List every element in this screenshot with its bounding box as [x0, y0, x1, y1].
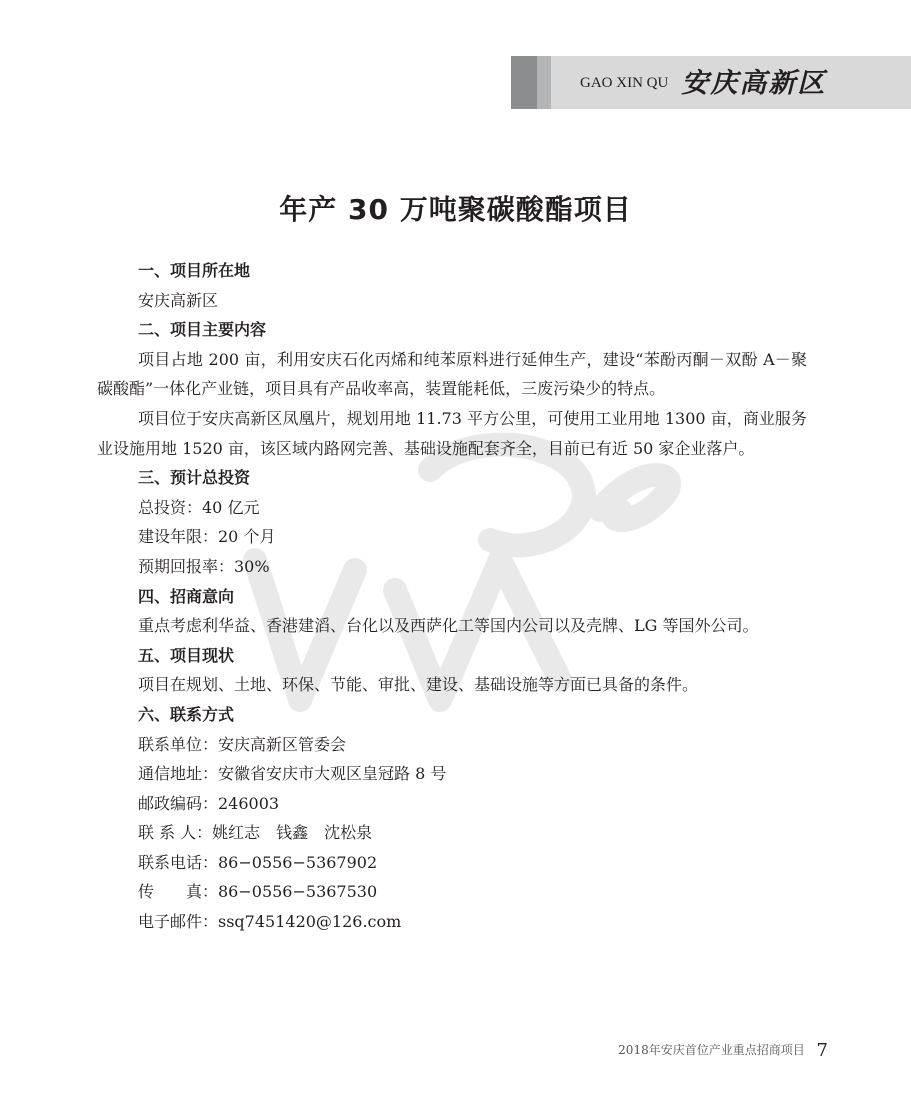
header-stripe-light [537, 56, 551, 109]
content-paragraph-2: 项目位于安庆高新区凤凰片，规划用地 11.73 平方公里，可使用工业用地 1300 亩，商业服务业设施用地 1520 亩，该区域内路网完善、基础设施配套齐全，目前已有近 50 家企业落户。 [97, 408, 807, 458]
header-chinese: 安庆高新区 [681, 68, 827, 99]
investment-duration: 建设年限：20 个月 [138, 527, 276, 547]
page-number: 7 [816, 1040, 828, 1061]
contact-phone: 联系电话：86−0556−5367902 [138, 852, 378, 872]
contact-address: 通信地址：安徽省安庆市大观区皇冠路 8 号 [138, 764, 447, 784]
section-heading-location: 一、项目所在地 [138, 261, 251, 280]
contact-email: 电子邮件：ssq7451420@126.com [138, 912, 402, 932]
location-text: 安庆高新区 [138, 290, 219, 310]
section-heading-investment: 三、预计总投资 [138, 468, 251, 488]
section-heading-contact: 六、联系方式 [138, 704, 235, 724]
investment-return: 预期回报率：30% [138, 556, 270, 576]
section-header [580, 56, 826, 109]
page-footer [618, 1040, 828, 1061]
status-text: 项目在规划、土地、环保、节能、审批、建设、基础设施等方面已具备的条件。 [138, 675, 699, 695]
footer-caption: 2018年安庆首位产业重点招商项目 [618, 1043, 805, 1057]
contact-fax: 传 真：86−0556−5367530 [138, 882, 378, 902]
contact-postcode: 邮政编码：246003 [138, 793, 280, 813]
content-paragraph-1: 项目占地 200 亩，利用安庆石化丙烯和纯苯原料进行延伸生产，建设“苯酚丙酮－双酚 A－聚碳酸酯”一体化产业链，项目具有产品收率高，装置能耗低，三废污染少的特点。 [97, 349, 807, 399]
document-body [97, 256, 807, 937]
header-pinyin: GAO XIN QU [580, 75, 669, 91]
contact-person: 联 系 人：姚红志 钱鑫 沈松泉 [138, 823, 373, 843]
page-title: 年产 30 万吨聚碳酸酯项目 [279, 193, 632, 226]
header-stripe-dark [511, 56, 537, 109]
intent-paragraph: 重点考虑利华益、香港建滔、台化以及西萨化工等国内公司以及壳牌、LG 等国外公司。 [138, 616, 759, 636]
section-heading-status: 五、项目现状 [138, 645, 235, 665]
contact-unit: 联系单位：安庆高新区管委会 [138, 734, 347, 754]
section-heading-content: 二、项目主要内容 [138, 320, 267, 340]
section-heading-intent: 四、招商意向 [138, 586, 235, 606]
investment-total: 总投资：40 亿元 [138, 497, 260, 517]
